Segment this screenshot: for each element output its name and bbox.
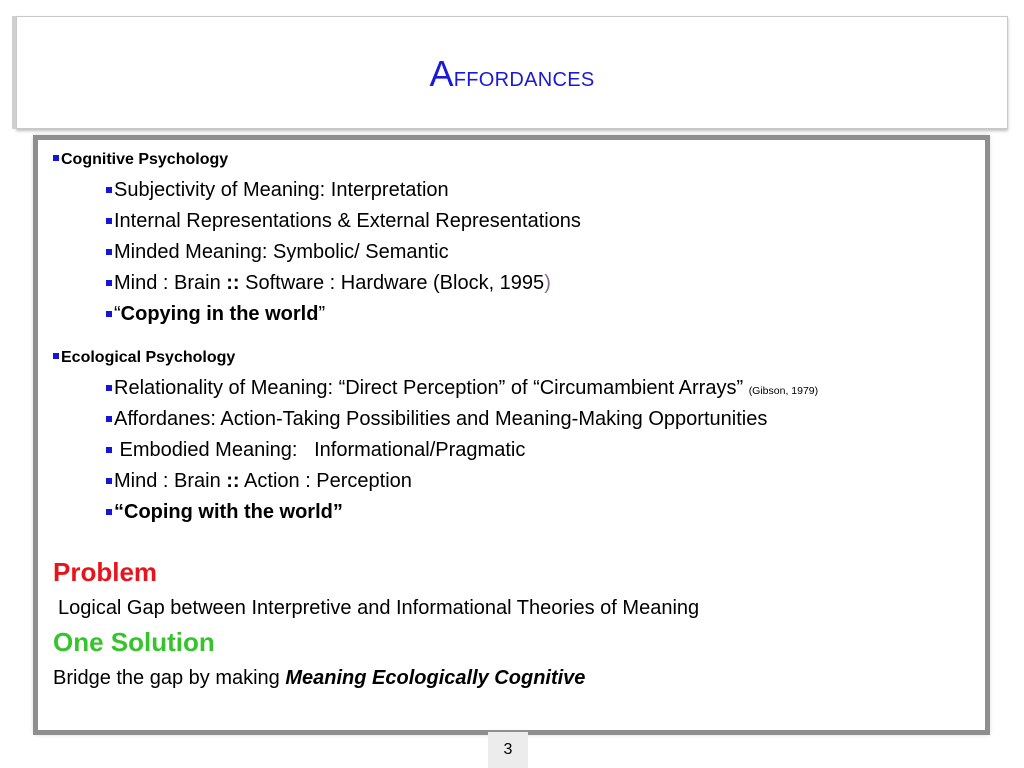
list-item-text: Mind : Brain xyxy=(114,470,227,492)
list-item xyxy=(106,179,449,202)
square-bullet-icon xyxy=(106,385,112,391)
closing-paren: ) xyxy=(544,272,551,294)
square-bullet-icon xyxy=(106,509,112,515)
quote-close: ” xyxy=(318,303,326,325)
list-item xyxy=(106,439,525,462)
list-item xyxy=(106,470,412,493)
solution-text-prefix: Bridge the gap by making xyxy=(53,667,286,689)
ratio-separator: :: xyxy=(226,470,240,492)
square-bullet-icon xyxy=(106,249,112,255)
list-item xyxy=(106,377,818,400)
list-item-text: Subjectivity of Meaning: Interpretation xyxy=(114,179,449,201)
quote-open: “ xyxy=(114,303,121,325)
title-box xyxy=(16,16,1008,129)
list-item xyxy=(106,241,449,264)
page-number: 3 xyxy=(488,732,528,768)
section-heading-ecological xyxy=(53,349,235,367)
citation: (Gibson, 1979) xyxy=(748,385,819,397)
slide-title xyxy=(17,53,1007,95)
content-box xyxy=(38,140,985,730)
square-bullet-icon xyxy=(106,311,112,317)
square-bullet-icon xyxy=(106,218,112,224)
section-heading-cognitive xyxy=(53,151,228,169)
list-item xyxy=(106,501,343,524)
problem-heading: Problem xyxy=(53,557,158,587)
list-item-text: Minded Meaning: Symbolic/ Semantic xyxy=(114,241,449,263)
list-item-bold-text: Copying in the world xyxy=(120,303,319,325)
square-bullet-icon xyxy=(53,155,59,161)
square-bullet-icon xyxy=(106,187,112,193)
section-heading-text: Cognitive Psychology xyxy=(61,151,229,168)
list-item xyxy=(106,408,767,431)
list-item xyxy=(106,272,551,295)
square-bullet-icon xyxy=(53,353,59,359)
list-item-text: Relationality of Meaning: “Direct Perception” of “Circumambient Arrays” xyxy=(114,377,749,399)
title-initial: A xyxy=(429,53,454,94)
list-item-text: Software : Hardware (Block, 1995 xyxy=(239,272,545,294)
solution-heading: One Solution xyxy=(53,627,215,657)
list-item xyxy=(106,210,581,233)
list-item-text: Internal Representations & External Representations xyxy=(114,210,581,232)
square-bullet-icon xyxy=(106,447,112,453)
list-item-text: Mind : Brain xyxy=(114,272,227,294)
section-heading-text: Ecological Psychology xyxy=(61,349,236,366)
problem-text: Logical Gap between Interpretive and Informational Theories of Meaning xyxy=(58,597,700,619)
square-bullet-icon xyxy=(106,416,112,422)
solution-text-emphasis: Meaning Ecologically Cognitive xyxy=(285,667,586,689)
solution-text xyxy=(53,667,585,690)
ratio-separator: :: xyxy=(226,272,240,294)
list-item-text: Affordanes: Action-Taking Possibilities and Meaning-Making Opportunities xyxy=(114,408,768,430)
list-item-text: Embodied Meaning: Informational/Pragmatic xyxy=(114,439,526,461)
title-rest: ffordances xyxy=(453,61,595,92)
list-item xyxy=(106,303,325,326)
list-item-bold-text: “Coping with the world” xyxy=(114,501,343,523)
list-item-text: Action : Perception xyxy=(239,470,412,492)
square-bullet-icon xyxy=(106,280,112,286)
square-bullet-icon xyxy=(106,478,112,484)
